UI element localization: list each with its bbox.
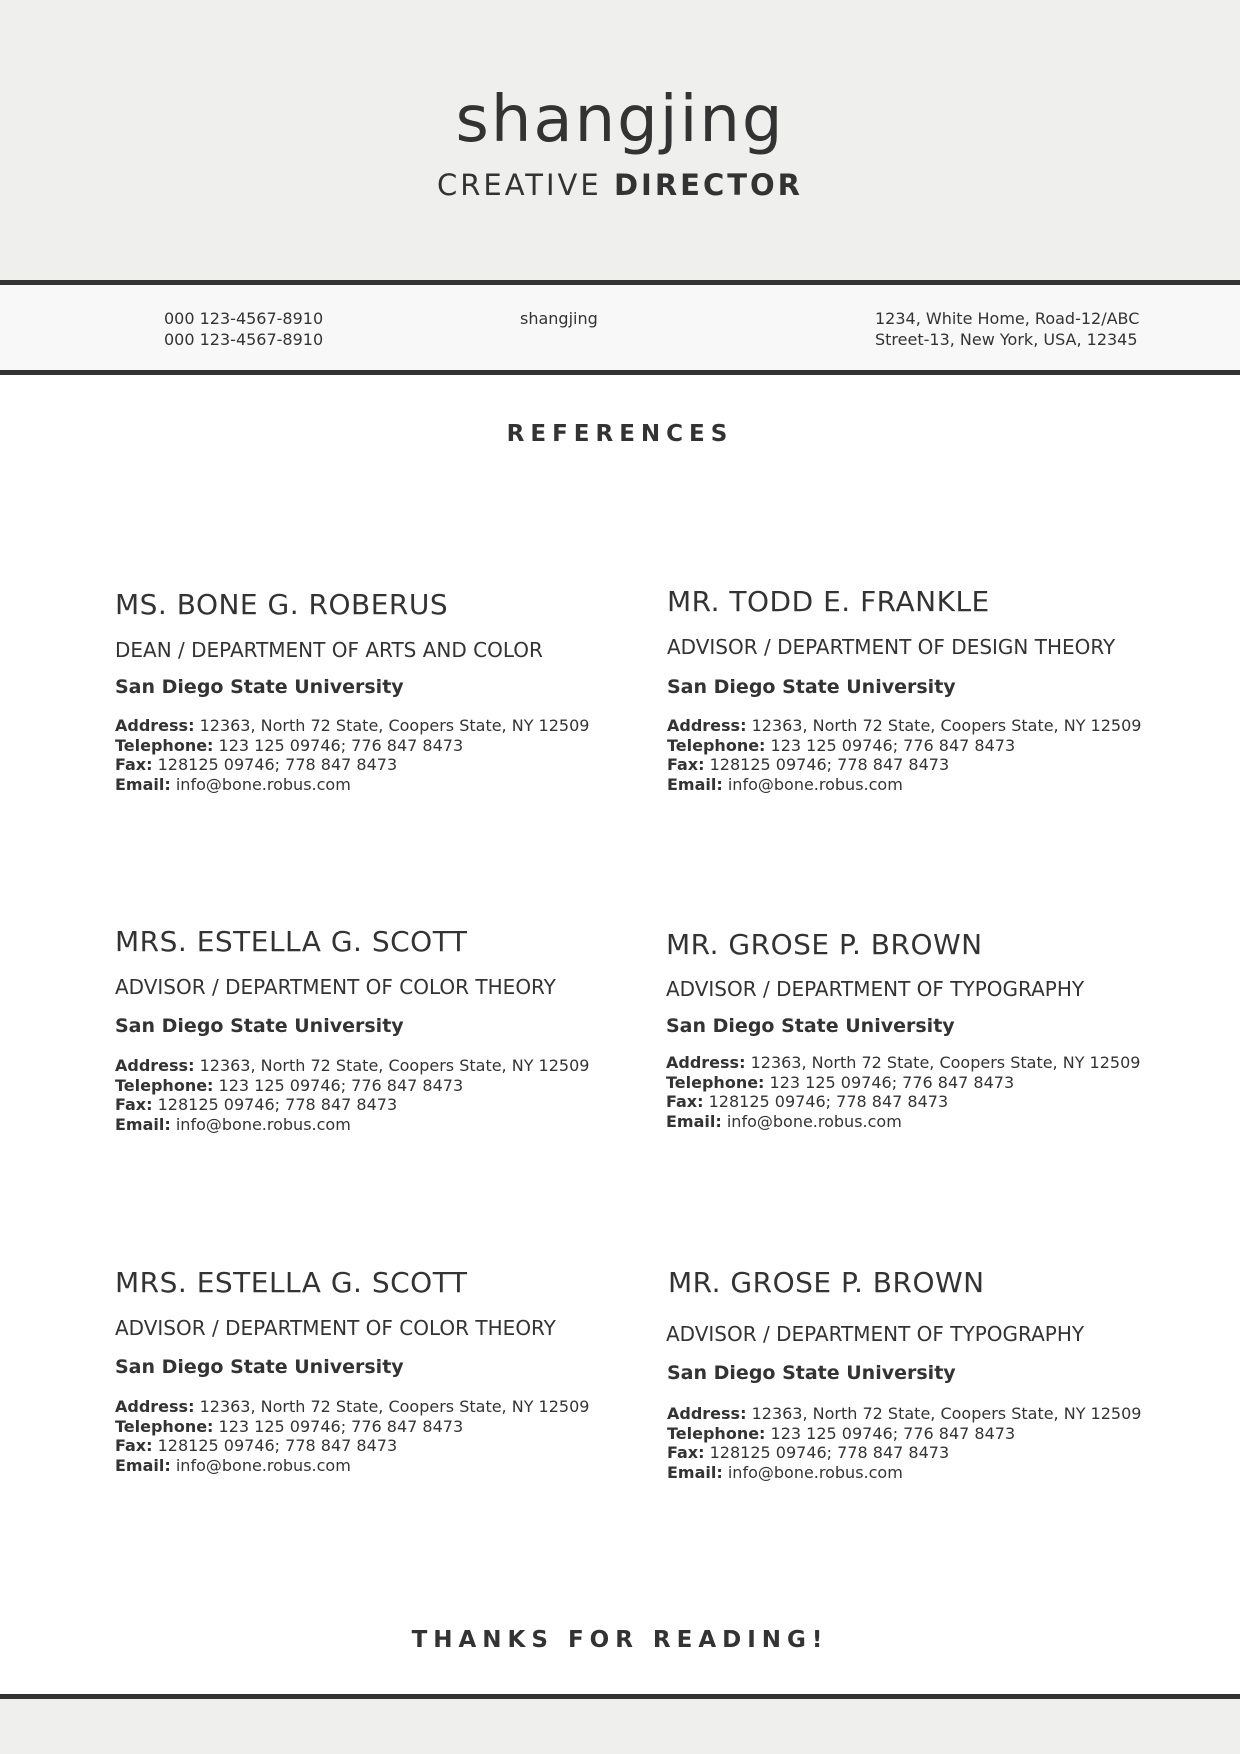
contact-address-line-1: 1234, White Home, Road-12/ABC [875,309,1140,328]
reference-details [115,1056,589,1134]
reference-fax [666,1092,1140,1112]
fax-label: Fax: [666,1092,704,1111]
telephone-label: Telephone: [115,1075,214,1095]
reference-email [666,1112,1140,1132]
reference-details [115,716,589,794]
reference-details [667,716,1141,794]
contact-username: shangjing [520,309,598,328]
telephone-label: Telephone: [667,735,766,755]
telephone-value: 123 125 09746; 776 847 8473 [218,735,464,755]
reference-email [115,1456,589,1476]
fax-label: Fax: [667,1443,705,1462]
reference-address [115,1397,589,1417]
reference-department: ADVISOR / DEPARTMENT OF COLOR THEORY [115,975,556,999]
address-label: Address: [115,716,195,735]
reference-fax [115,1436,589,1456]
address-label: Address: [667,1404,747,1423]
email-value: info@bone.robus.com [727,1462,903,1482]
address-value: 12363, North 72 State, Coopers State, NY 12509 [751,716,1142,735]
reference-address [115,1056,589,1076]
fax-value: 128125 09746; 778 847 8473 [157,1436,398,1455]
address-label: Address: [666,1053,746,1072]
address-value: 12363, North 72 State, Coopers State, NY 12509 [751,1404,1142,1423]
thanks-heading: THANKS FOR READING! [411,1627,829,1653]
reference-name: MRS. ESTELLA G. SCOTT [115,925,468,958]
job-title [0,168,1240,202]
reference-name: MR. GROSE P. BROWN [666,928,983,961]
reference-telephone [115,1417,589,1437]
reference-department: ADVISOR / DEPARTMENT OF COLOR THEORY [115,1316,556,1340]
email-label: Email: [666,1111,722,1131]
email-value: info@bone.robus.com [726,1111,902,1131]
reference-department: ADVISOR / DEPARTMENT OF TYPOGRAPHY [666,1322,1085,1346]
reference-telephone [666,1073,1140,1093]
reference-university: San Diego State University [667,676,956,698]
telephone-label: Telephone: [115,1416,214,1436]
address-value: 12363, North 72 State, Coopers State, NY 12509 [199,1397,590,1416]
fax-value: 128125 09746; 778 847 8473 [708,1092,949,1111]
reference-name: MRS. ESTELLA G. SCOTT [115,1266,468,1299]
reference-university: San Diego State University [115,676,404,698]
telephone-value: 123 125 09746; 776 847 8473 [770,1423,1016,1443]
telephone-value: 123 125 09746; 776 847 8473 [769,1072,1015,1092]
reference-email [667,1463,1141,1483]
address-value: 12363, North 72 State, Coopers State, NY 12509 [199,1056,590,1075]
reference-email [667,775,1141,795]
email-value: info@bone.robus.com [727,774,903,794]
reference-telephone [667,1424,1141,1444]
reference-fax [115,755,589,775]
reference-address [666,1053,1140,1073]
telephone-value: 123 125 09746; 776 847 8473 [218,1075,464,1095]
address-label: Address: [667,716,747,735]
telephone-value: 123 125 09746; 776 847 8473 [218,1416,464,1436]
telephone-label: Telephone: [667,1423,766,1443]
reference-fax [667,1443,1141,1463]
email-value: info@bone.robus.com [175,1455,351,1475]
reference-telephone [115,1076,589,1096]
candidate-name: shangjing [455,83,785,157]
footer-band [0,1699,1240,1754]
reference-department: ADVISOR / DEPARTMENT OF DESIGN THEORY [667,635,1116,659]
reference-fax [667,755,1141,775]
fax-value: 128125 09746; 778 847 8473 [709,1443,950,1462]
fax-label: Fax: [115,755,153,774]
contact-bar [0,285,1240,370]
email-label: Email: [667,1462,723,1482]
address-value: 12363, North 72 State, Coopers State, NY 12509 [199,716,590,735]
reference-address [667,1404,1141,1424]
reference-email [115,1115,589,1135]
address-label: Address: [115,1397,195,1416]
reference-university: San Diego State University [666,1015,955,1037]
reference-telephone [115,736,589,756]
reference-name: MR. TODD E. FRANKLE [667,585,990,618]
email-value: info@bone.robus.com [175,774,351,794]
email-label: Email: [115,1114,171,1134]
contact-phone-1: 000 123-4567-8910 [164,309,324,328]
reference-fax [115,1095,589,1115]
fax-label: Fax: [667,755,705,774]
reference-telephone [667,736,1141,756]
reference-details [115,1397,589,1475]
telephone-label: Telephone: [666,1072,765,1092]
reference-department: DEAN / DEPARTMENT OF ARTS AND COLOR [115,638,543,662]
email-value: info@bone.robus.com [175,1114,351,1134]
email-label: Email: [115,1455,171,1475]
job-title-bold: DIRECTOR [613,168,804,202]
job-title-light: CREATIVE [436,168,602,202]
fax-label: Fax: [115,1095,153,1114]
reference-name: MS. BONE G. ROBERUS [115,588,449,621]
fax-value: 128125 09746; 778 847 8473 [157,755,398,774]
resume-header [0,0,1240,280]
email-label: Email: [667,774,723,794]
fax-value: 128125 09746; 778 847 8473 [709,755,950,774]
email-label: Email: [115,774,171,794]
reference-address [115,716,589,736]
address-value: 12363, North 72 State, Coopers State, NY 12509 [750,1053,1141,1072]
reference-university: San Diego State University [667,1362,956,1384]
reference-details [666,1053,1140,1131]
address-label: Address: [115,1056,195,1075]
telephone-value: 123 125 09746; 776 847 8473 [770,735,1016,755]
reference-details [667,1404,1141,1482]
fax-label: Fax: [115,1436,153,1455]
fax-value: 128125 09746; 778 847 8473 [157,1095,398,1114]
reference-email [115,775,589,795]
reference-university: San Diego State University [115,1356,404,1378]
contact-address-line-2: Street-13, New York, USA, 12345 [875,330,1138,349]
telephone-label: Telephone: [115,735,214,755]
reference-department: ADVISOR / DEPARTMENT OF TYPOGRAPHY [666,977,1085,1001]
reference-name: MR. GROSE P. BROWN [668,1266,985,1299]
references-heading: REFERENCES [506,421,734,447]
reference-address [667,716,1141,736]
contact-phone-2: 000 123-4567-8910 [164,330,324,349]
reference-university: San Diego State University [115,1015,404,1037]
contact-divider [0,370,1240,375]
